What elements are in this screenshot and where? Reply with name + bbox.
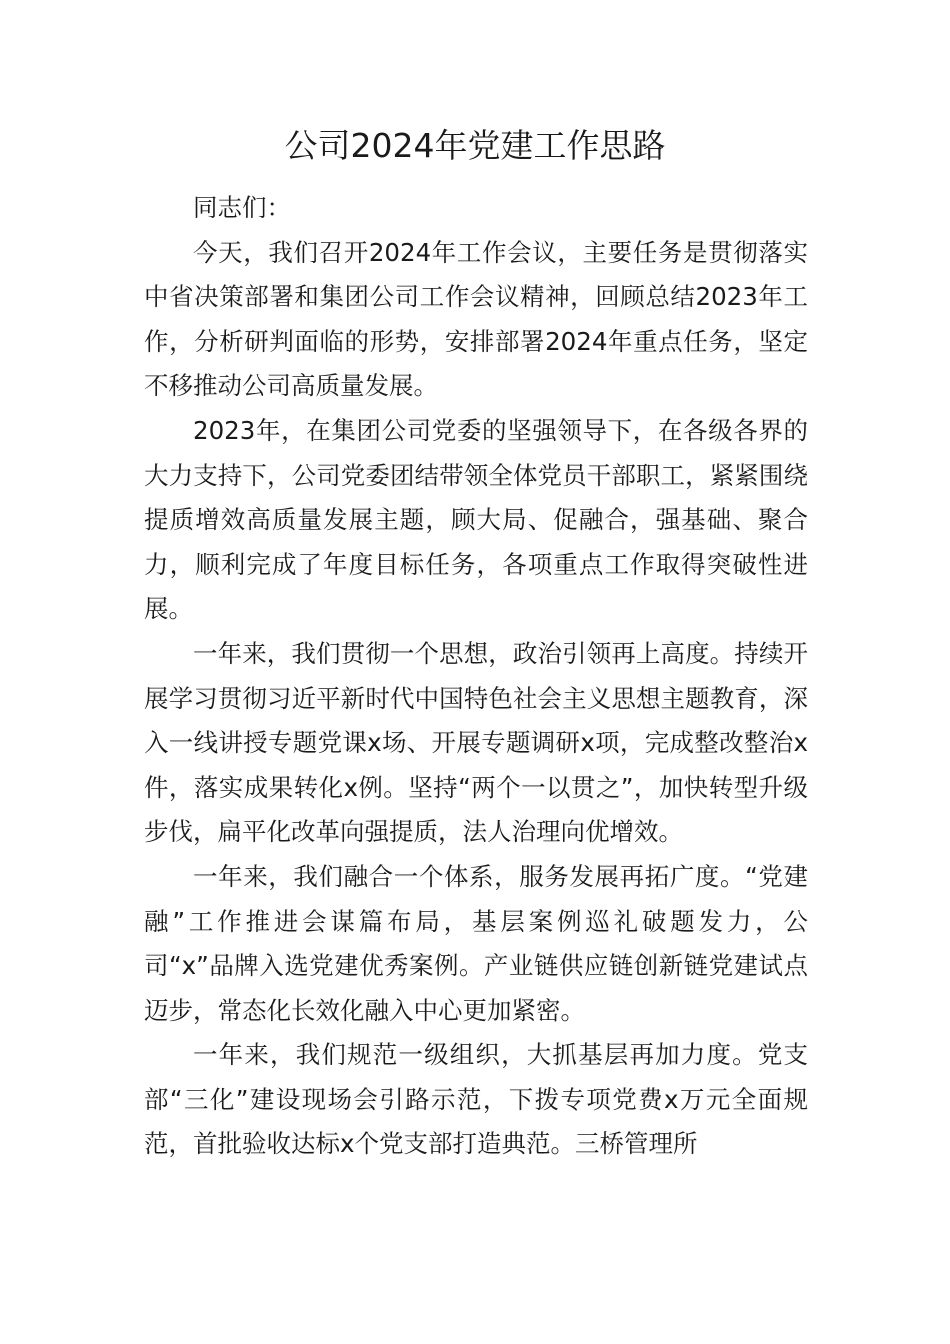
paragraph-intro: 今天，我们召开2024年工作会议，主要任务是贯彻落实中省决策部署和集团公司工作会议精神，回顾总结2023年工作，分析研判面临的形势，安排部署2024年重点任务，坚定不移推动公司高质量发展。 (144, 237, 808, 401)
paragraph-2023-summary: 2023年，在集团公司党委的坚强领导下，在各级各界的大力支持下，公司党委团结带领全体党员干部职工，紧紧围绕提质增效高质量发展主题，顾大局、促融合，强基础、聚合力，顺利完成了年度目标任务，各项重点工作取得突破性进展。 (144, 415, 808, 624)
document-body (144, 186, 808, 1167)
paragraph-system-integration: 一年来，我们融合一个体系，服务发展再拓广度。“党建融”工作推进会谋篇布局，基层案例巡礼破题发力，公司“x”品牌入选党建优秀案例。产业链供应链创新链党建试点迈步，常态化长效化融入中心更加紧密。 (144, 861, 808, 1025)
salutation: 同志们： (193, 193, 291, 222)
document-title: 公司2024年党建工作思路 (284, 126, 666, 165)
paragraph-political-guidance: 一年来，我们贯彻一个思想，政治引领再上高度。持续开展学习贯彻习近平新时代中国特色社会主义思想主题教育，深入一线讲授专题党课x场、开展专题调研x项，完成整改整治x件，落实成果转化x例。坚持“两个一以贯之”，加快转型升级步伐，扁平化改革向强提质，法人治理向优增效。 (144, 638, 808, 847)
paragraph-grassroots-organization: 一年来，我们规范一级组织，大抓基层再加力度。党支部“三化”建设现场会引路示范，下拨专项党费x万元全面规范，首批验收达标x个党支部打造典范。三桥管理所 (144, 1040, 808, 1159)
